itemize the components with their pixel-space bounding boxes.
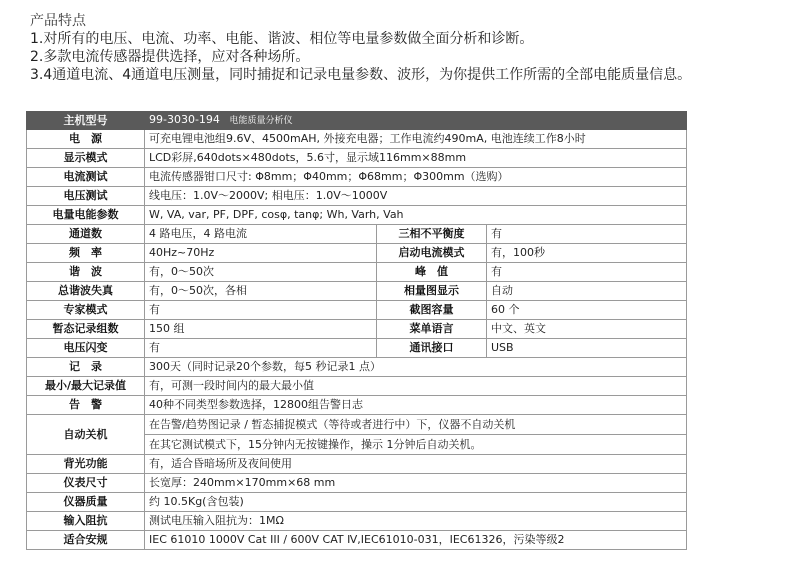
- row-label: 告 警: [27, 396, 145, 415]
- row-value: 测试电压输入阻抗为：1MΩ: [145, 512, 687, 531]
- table-row: [27, 455, 687, 474]
- table-row: [27, 301, 687, 320]
- row-label: 电流测试: [27, 168, 145, 187]
- row-value: 40Hz~70Hz: [145, 244, 377, 263]
- row-value-2: 有: [487, 225, 687, 244]
- features-title: 产品特点: [30, 13, 86, 29]
- table-row: [27, 415, 687, 435]
- row-value: IEC 61010 1000V Cat III / 600V CAT Ⅳ,IEC61010-031，IEC61326，污染等级2: [145, 531, 687, 550]
- row-value-2: 有，100秒: [487, 244, 687, 263]
- model-label: 主机型号: [27, 112, 145, 130]
- row-label: 谐 波: [27, 263, 145, 282]
- row-label: 暂态记录组数: [27, 320, 145, 339]
- row-value: 有，0～50次: [145, 263, 377, 282]
- row-label: 电压测试: [27, 187, 145, 206]
- row-label: 适合安规: [27, 531, 145, 550]
- row-value: 300天（同时记录20个参数，每5 秒记录1 点）: [145, 358, 687, 377]
- row-value: 可充电锂电池组9.6V、4500mAH, 外接充电器；工作电流约490mA, 电池连续工作8小时: [145, 130, 687, 149]
- table-row: [27, 531, 687, 550]
- row-label: 显示模式: [27, 149, 145, 168]
- table-row: [27, 225, 687, 244]
- spec-header-row: [27, 112, 687, 130]
- row-label-2: 三相不平衡度: [377, 225, 487, 244]
- feature-line-2: 2.多款电流传感器提供选择，应对各种场所。: [30, 49, 310, 65]
- model-number: 99-3030-194: [149, 113, 220, 126]
- row-value-2: 60 个: [487, 301, 687, 320]
- row-value: 有，可测一段时间内的最大最小值: [145, 377, 687, 396]
- row-label: 专家模式: [27, 301, 145, 320]
- row-value: 电流传感器钳口尺寸: Φ8mm；Φ40mm；Φ68mm；Φ300mm（选购）: [145, 168, 687, 187]
- model-value: [145, 112, 687, 130]
- row-value: 150 组: [145, 320, 377, 339]
- table-row: [27, 377, 687, 396]
- row-label: 仪表尺寸: [27, 474, 145, 493]
- row-label: 仪器质量: [27, 493, 145, 512]
- table-row: [27, 187, 687, 206]
- feature-line-1: 1.对所有的电压、电流、功率、电能、谐波、相位等电量参数做全面分析和诊断。: [30, 31, 534, 47]
- row-value-2: 自动: [487, 282, 687, 301]
- row-value: 在告警/趋势图记录 / 暂态捕捉模式（等待或者进行中）下，仪器不自动关机: [145, 415, 687, 435]
- feature-line-3: 3.4通道电流、4通道电压测量，同时捕捉和记录电量参数、波形，为你提供工作所需的全部电能质量信息。: [30, 67, 692, 83]
- row-value: 40种不同类型参数选择，12800组告警日志: [145, 396, 687, 415]
- model-desc: 电能质量分析仪: [229, 116, 293, 126]
- row-value: 有，适合昏暗场所及夜间使用: [145, 455, 687, 474]
- spec-table: [26, 111, 687, 550]
- table-row: [27, 130, 687, 149]
- row-label: 电 源: [27, 130, 145, 149]
- table-row: [27, 263, 687, 282]
- product-features: [30, 12, 790, 84]
- table-row: [27, 493, 687, 512]
- table-row: [27, 474, 687, 493]
- table-row: [27, 512, 687, 531]
- row-value: 有，0～50次，各相: [145, 282, 377, 301]
- table-row: [27, 168, 687, 187]
- row-label-2: 启动电流模式: [377, 244, 487, 263]
- row-value: 有: [145, 339, 377, 358]
- table-row: [27, 206, 687, 225]
- row-label-2: 相量图显示: [377, 282, 487, 301]
- row-value-2: 中文、英文: [487, 320, 687, 339]
- row-label: 最小/最大记录值: [27, 377, 145, 396]
- row-label: 通道数: [27, 225, 145, 244]
- row-value: 约 10.5Kg(含包装): [145, 493, 687, 512]
- row-label: 电量电能参数: [27, 206, 145, 225]
- row-label: 频 率: [27, 244, 145, 263]
- row-label-2: 截图容量: [377, 301, 487, 320]
- row-label: 记 录: [27, 358, 145, 377]
- row-label: 总谐波失真: [27, 282, 145, 301]
- row-label: 输入阻抗: [27, 512, 145, 531]
- table-row: [27, 339, 687, 358]
- table-row: [27, 320, 687, 339]
- table-row: [27, 244, 687, 263]
- row-label: 电压闪变: [27, 339, 145, 358]
- row-label-2: 菜单语言: [377, 320, 487, 339]
- table-row: [27, 282, 687, 301]
- row-value: 有: [145, 301, 377, 320]
- row-value: 在其它测试模式下，15分钟内无按键操作，操示 1分钟后自动关机。: [145, 435, 687, 455]
- table-row: [27, 149, 687, 168]
- row-label: 背光功能: [27, 455, 145, 474]
- row-value: 4 路电压，4 路电流: [145, 225, 377, 244]
- row-value: W, VA, var, PF, DPF, cosφ, tanφ; Wh, Varh, Vah: [145, 206, 687, 225]
- row-value-2: USB: [487, 339, 687, 358]
- row-value-2: 有: [487, 263, 687, 282]
- row-value: 长宽厚：240mm×170mm×68 mm: [145, 474, 687, 493]
- row-value: LCD彩屏,640dots×480dots，5.6寸，显示域116mm×88mm: [145, 149, 687, 168]
- table-row: [27, 358, 687, 377]
- row-label-2: 峰 值: [377, 263, 487, 282]
- row-label-2: 通讯接口: [377, 339, 487, 358]
- table-row: [27, 396, 687, 415]
- row-label: 自动关机: [27, 415, 145, 455]
- row-value: 线电压：1.0V～2000V; 相电压：1.0V～1000V: [145, 187, 687, 206]
